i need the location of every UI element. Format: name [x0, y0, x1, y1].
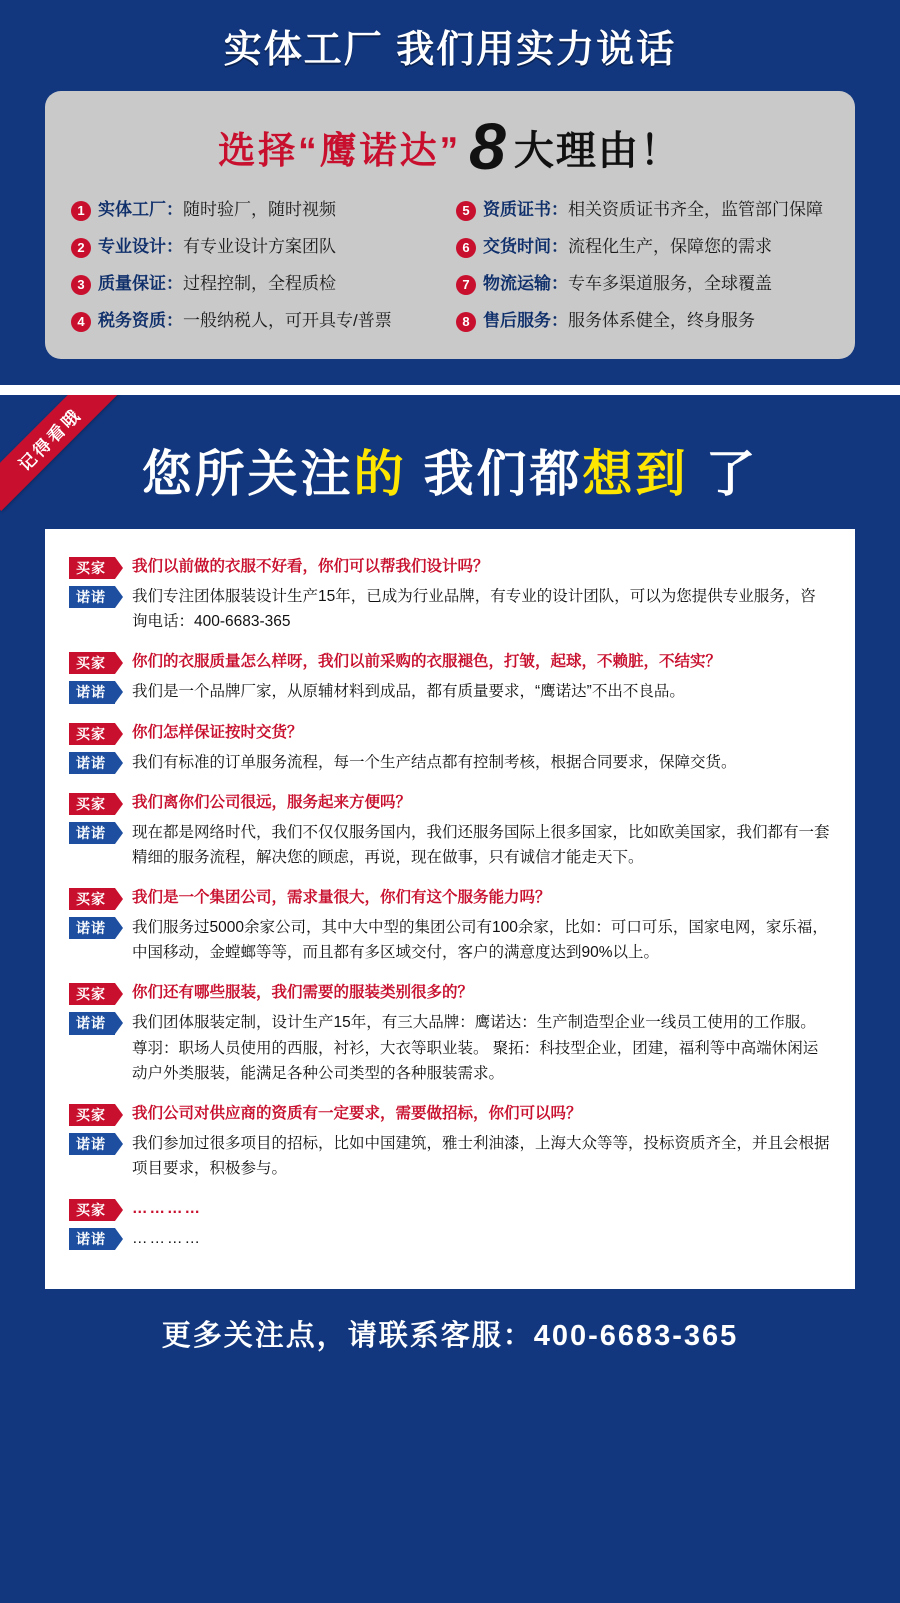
reason-number-badge: 2	[71, 238, 91, 258]
faq-answer-row	[69, 1131, 831, 1181]
reason-key: 质量保证	[98, 273, 166, 293]
reason-value: 相关资质证书齐全，监管部门保障	[568, 199, 823, 219]
faq-title-part-2: 的	[353, 445, 407, 502]
faq-answer: 我们团体服装定制，设计生产15年，有三大品牌：鹰诺达：生产制造型企业一线员工使用的工作服。尊羽：职场人员使用的西服，衬衫，大衣等职业装。 聚拓：科技型企业，团建，福利等中高端休闲运动户外类服装，能满足各种公司类型的各种服装需求。	[132, 1014, 819, 1082]
faq-title-part-1: 您所关注	[141, 445, 354, 502]
buyer-tag: 买家	[69, 888, 115, 910]
faq-question: 我们公司对供应商的资质有一定要求，需要做招标，你们可以吗？	[132, 1104, 582, 1122]
faq-answer-row	[69, 1010, 831, 1085]
reason-separator: ：	[551, 273, 568, 293]
contact-footer: 更多关注点，请联系客服：400-6683-365	[161, 1320, 739, 1353]
corner-ribbon: 记得看哦	[0, 395, 121, 511]
reason-item	[456, 273, 829, 296]
faq-question: 你们的衣服质量怎么样呀，我们以前采购的衣服褪色，打皱，起球，不赖脏，不结实？	[132, 653, 722, 671]
buyer-tag: 买家	[69, 1104, 115, 1126]
reason-separator: ：	[166, 310, 183, 330]
answer-tag: 诺诺	[69, 822, 115, 844]
answer-tag: 诺诺	[69, 917, 115, 939]
reason-key: 交货时间	[483, 236, 551, 256]
faq-question-row	[69, 555, 831, 579]
buyer-tag: 买家	[69, 652, 115, 674]
faq-item	[69, 1102, 831, 1181]
faq-question: …………	[132, 1200, 202, 1218]
faq-answer-row	[69, 750, 831, 775]
reason-separator: ：	[551, 199, 568, 219]
headline-number: 8	[469, 109, 506, 184]
reason-value: 服务体系健全，终身服务	[568, 310, 755, 330]
reason-key: 售后服务	[483, 310, 551, 330]
faq-question-row	[69, 886, 831, 910]
buyer-tag: 买家	[69, 793, 115, 815]
reasons-card	[45, 91, 855, 358]
reason-number-badge: 7	[456, 275, 476, 295]
faq-section	[0, 395, 900, 1381]
faq-answer: 我们有标准的订单服务流程，每一个生产结点都有控制考核，根据合同要求，保障交货。	[132, 753, 737, 771]
buyer-tag: 买家	[69, 557, 115, 579]
reason-item	[456, 199, 829, 222]
faq-answer: …………	[132, 1230, 202, 1248]
faq-question: 我们离你们公司很远，服务起来方便吗？	[132, 793, 412, 811]
section-divider	[0, 385, 900, 395]
banner-title: 实体工厂 我们用实力说话	[223, 29, 677, 71]
buyer-tag: 买家	[69, 723, 115, 745]
faq-answer: 现在都是网络时代，我们不仅仅服务国内，我们还服务国际上很多国家，比如欧美国家，我们都有一套精细的服务流程，解决您的顾虑，再说，现在做事，只有诚信才能走天下。	[132, 823, 830, 866]
reason-item	[456, 236, 829, 259]
headline-black-text: 大理由！	[513, 128, 682, 173]
reason-item	[71, 310, 444, 333]
faq-question-row	[69, 981, 831, 1005]
faq-question-row	[69, 650, 831, 674]
faq-answer: 我们专注团体服装设计生产15年，已成为行业品牌，有专业的设计团队，可以为您提供专业服务，咨询电话：400-6683-365	[132, 588, 816, 631]
reason-key: 税务资质	[98, 310, 166, 330]
faq-item	[69, 555, 831, 634]
reason-value: 有专业设计方案团队	[183, 236, 336, 256]
reason-separator: ：	[551, 236, 568, 256]
faq-answer-row	[69, 820, 831, 870]
reasons-grid	[71, 193, 829, 333]
reason-key: 实体工厂	[98, 199, 166, 219]
reasons-section	[0, 0, 900, 385]
faq-card	[45, 529, 855, 1289]
faq-question: 你们怎样保证按时交货？	[132, 723, 303, 741]
faq-question-row	[69, 1102, 831, 1126]
reason-number-badge: 5	[456, 201, 476, 221]
faq-question-row	[69, 791, 831, 815]
faq-question: 我们以前做的衣服不好看，你们可以帮我们设计吗？	[132, 558, 489, 576]
answer-tag: 诺诺	[69, 1012, 115, 1034]
faq-item	[69, 650, 831, 704]
faq-item	[69, 791, 831, 870]
reason-number-badge: 1	[71, 201, 91, 221]
reason-value: 一般纳税人，可开具专/普票	[183, 310, 392, 330]
reasons-headline	[71, 109, 829, 192]
faq-item	[69, 1197, 831, 1251]
faq-answer: 我们服务过5000余家公司，其中大中型的集团公司有100余家，比如：可口可乐，国家电网，家乐福，中国移动，金螳螂等等，而且都有多区域交付，客户的满意度达到90%以上。	[132, 919, 828, 962]
reason-separator: ：	[551, 310, 568, 330]
faq-answer-row	[69, 915, 831, 965]
reason-key: 物流运输	[483, 273, 551, 293]
answer-tag: 诺诺	[69, 752, 115, 774]
reason-number-badge: 6	[456, 238, 476, 258]
answer-tag: 诺诺	[69, 681, 115, 703]
reason-value: 过程控制，全程质检	[183, 273, 336, 293]
reason-value: 专车多渠道服务，全球覆盖	[568, 273, 772, 293]
reason-separator: ：	[166, 199, 183, 219]
answer-tag: 诺诺	[69, 1133, 115, 1155]
reason-value: 随时验厂，随时视频	[183, 199, 336, 219]
reason-item	[71, 199, 444, 222]
reason-key: 专业设计	[98, 236, 166, 256]
faq-question: 你们还有哪些服装，我们需要的服装类别很多的？	[132, 984, 474, 1002]
headline-red-text: 选择“鹰诺达”	[218, 130, 462, 172]
faq-title-part-4: 想到	[582, 445, 689, 502]
reason-item	[71, 236, 444, 259]
buyer-tag: 买家	[69, 983, 115, 1005]
faq-answer-row	[69, 584, 831, 634]
reason-number-badge: 8	[456, 312, 476, 332]
buyer-tag: 买家	[69, 1199, 115, 1221]
faq-answer: 我们参加过很多项目的招标，比如中国建筑，雅士利油漆，上海大众等等，投标资质齐全，并且会根据项目要求，积极参与。	[132, 1134, 830, 1177]
reason-item	[71, 273, 444, 296]
reason-item	[456, 310, 829, 333]
faq-item	[69, 886, 831, 965]
faq-answer-row	[69, 679, 831, 704]
faq-question-row	[69, 1197, 831, 1221]
faq-answer: 我们是一个品牌厂家，从原辅材料到成品，都有质量要求，“鹰诺达”不出不良品。	[132, 683, 685, 701]
faq-title-part-5: 了	[688, 445, 759, 502]
reason-number-badge: 3	[71, 275, 91, 295]
faq-item	[69, 981, 831, 1085]
faq-title-part-3: 我们都	[406, 445, 583, 502]
reason-separator: ：	[166, 273, 183, 293]
reason-value: 流程化生产，保障您的需求	[568, 236, 772, 256]
faq-item	[69, 721, 831, 775]
answer-tag: 诺诺	[69, 1228, 115, 1250]
faq-answer-row	[69, 1226, 831, 1251]
reason-number-badge: 4	[71, 312, 91, 332]
reason-key: 资质证书	[483, 199, 551, 219]
faq-question-row	[69, 721, 831, 745]
reason-separator: ：	[166, 236, 183, 256]
faq-title	[0, 417, 900, 530]
answer-tag: 诺诺	[69, 586, 115, 608]
faq-question: 我们是一个集团公司，需求量很大，你们有这个服务能力吗？	[132, 889, 551, 907]
